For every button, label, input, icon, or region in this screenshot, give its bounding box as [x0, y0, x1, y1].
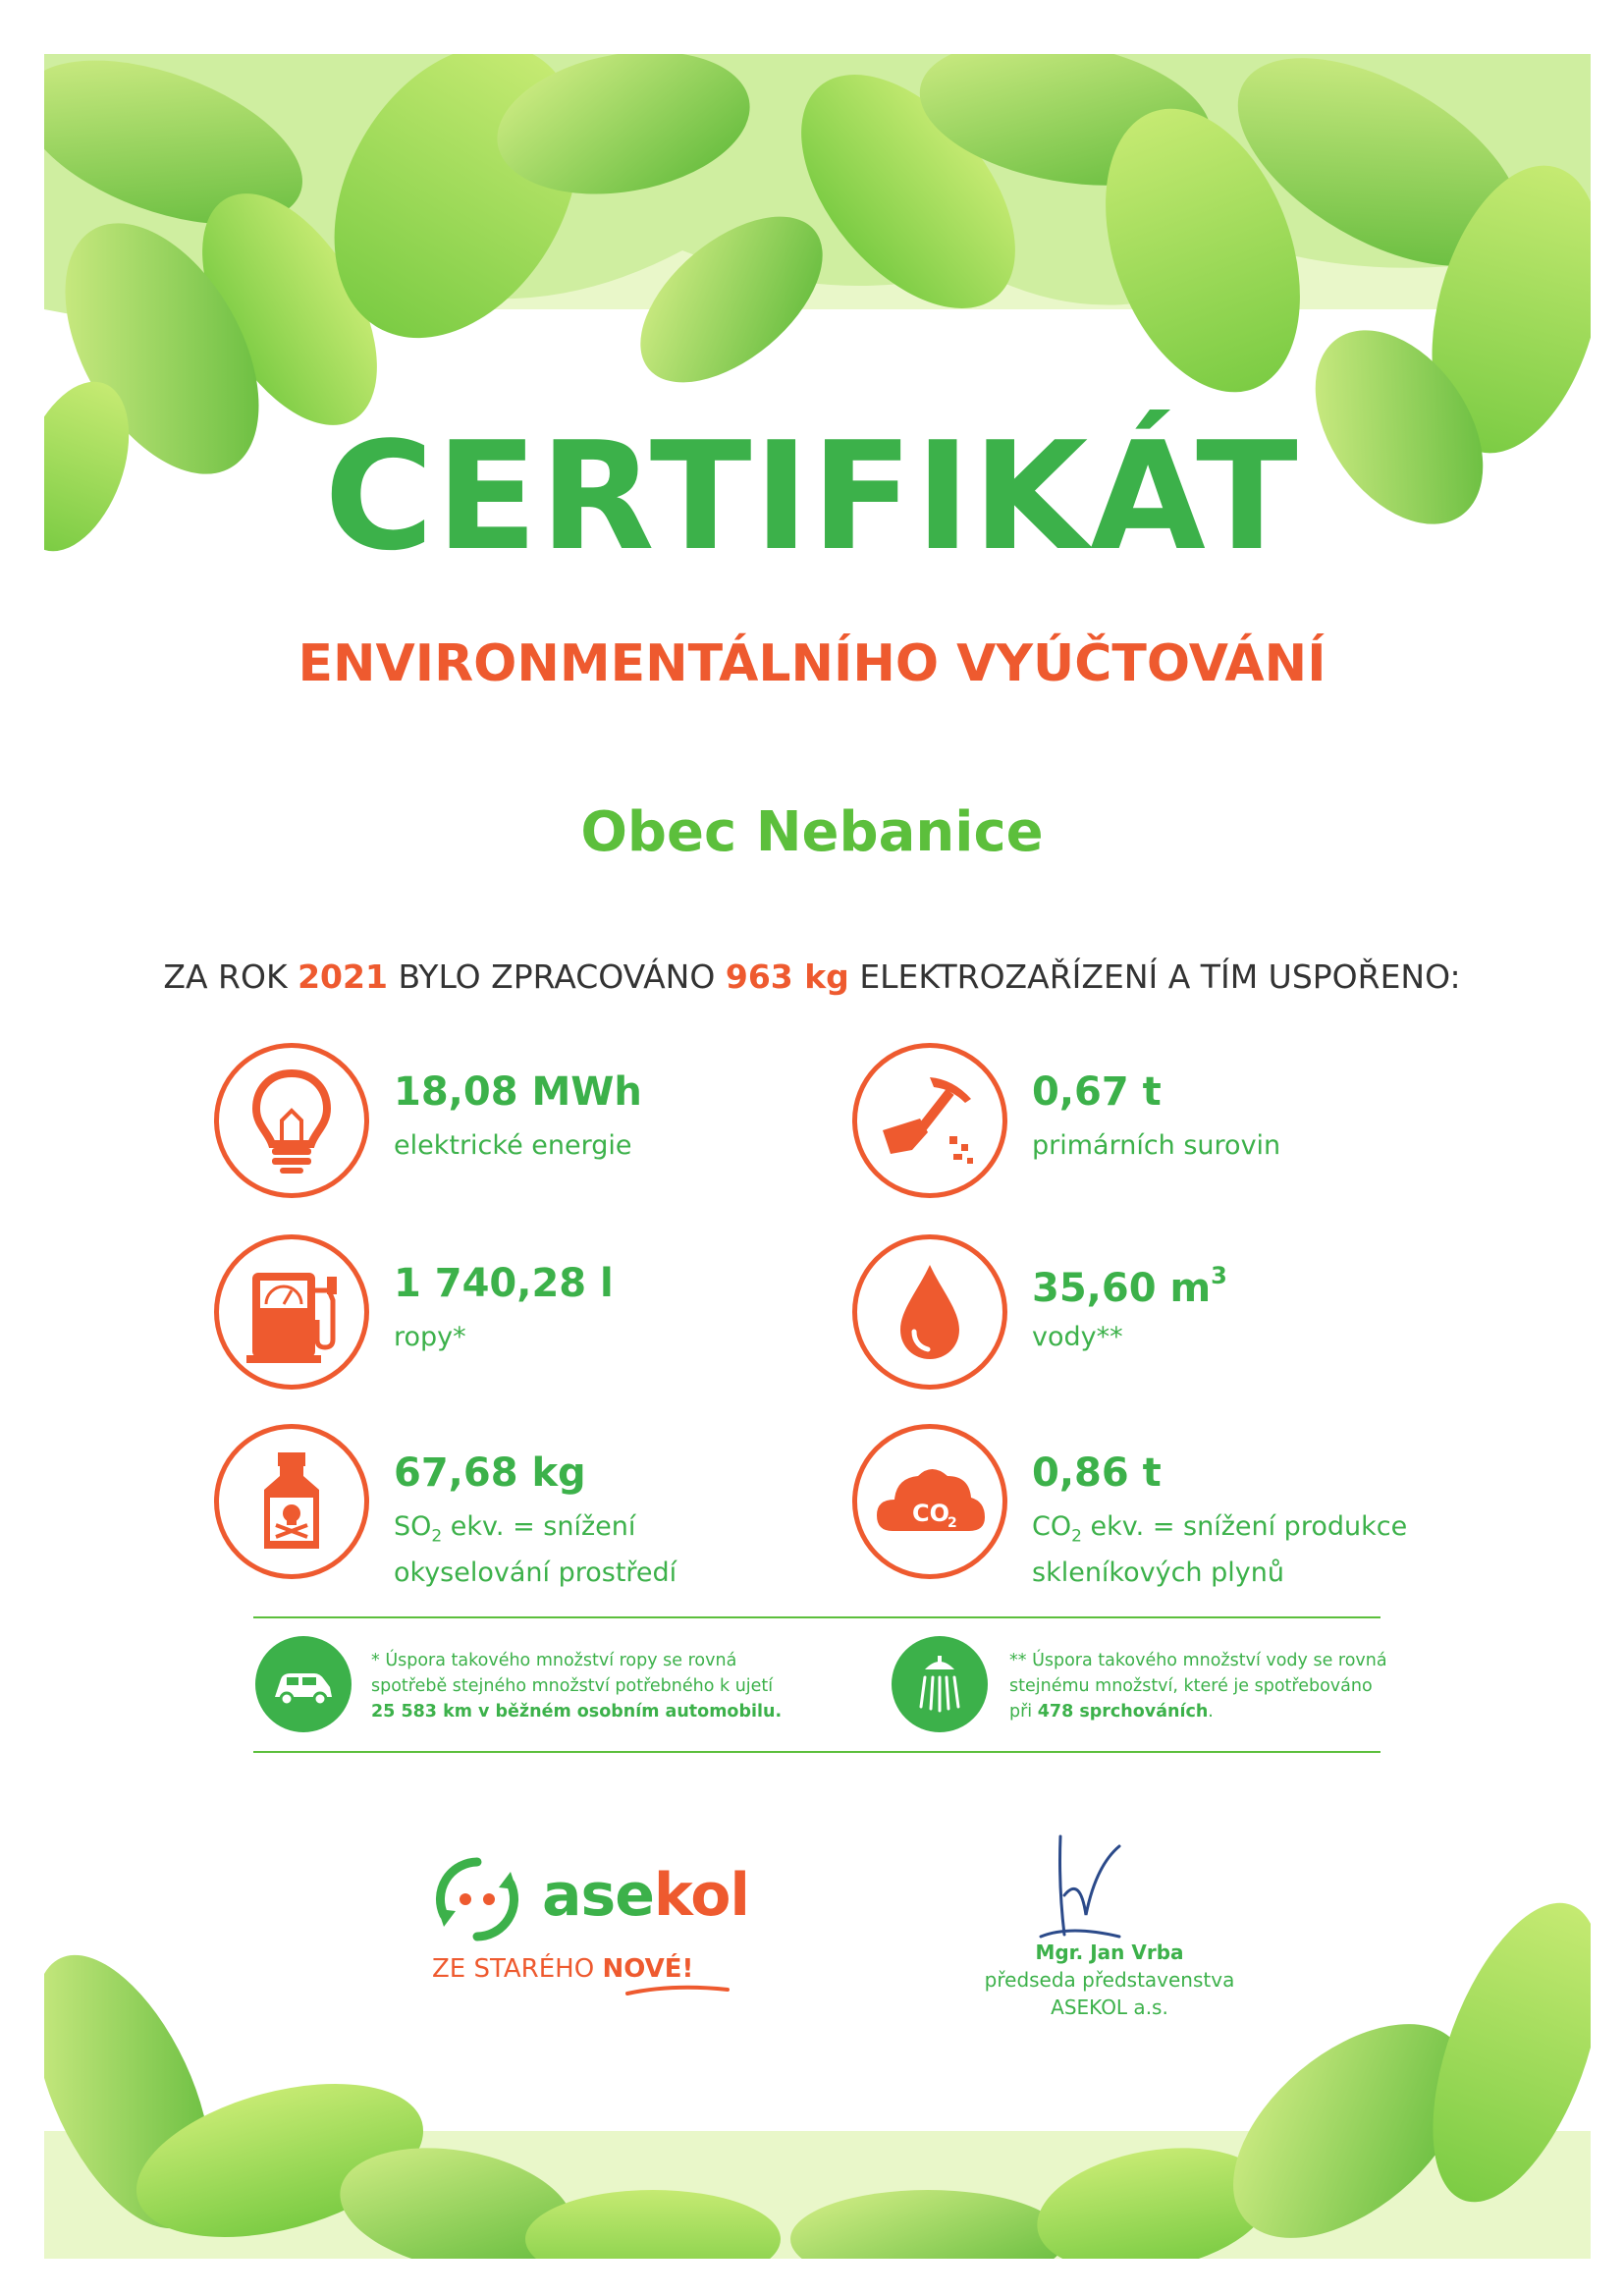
- fuel-pump-icon: [231, 1251, 352, 1373]
- notes-bottom-rule: [253, 1751, 1380, 1753]
- handwritten-signature: [1001, 1827, 1198, 1954]
- stat-electricity: [214, 1043, 901, 1210]
- stat-co2-label-line2: skleníkových plynů: [1032, 1558, 1284, 1589]
- stat-co2-label-post: ekv. = snížení produkce: [1081, 1511, 1408, 1542]
- intro-middle: BYLO ZPRACOVÁNO: [398, 957, 716, 996]
- stat-oil-circle: [214, 1234, 369, 1390]
- pickaxe-icon: [869, 1060, 991, 1181]
- co2-icon-text: CO: [912, 1500, 950, 1527]
- stat-water: [852, 1234, 1540, 1401]
- asekol-logo: [432, 1854, 749, 2001]
- asekol-slogan: ZE STARÉHO NOVÉ!: [432, 1954, 694, 1984]
- asekol-recycle-icon: [432, 1854, 522, 1944]
- note-water-line2: stejnému množství, které je spotřebováno: [1009, 1676, 1373, 1696]
- co2-icon-text-sub: 2: [947, 1515, 957, 1531]
- stat-so2-circle: [214, 1424, 369, 1579]
- signatory-name: Mgr. Jan Vrba: [1035, 1941, 1184, 1964]
- recipient-name: Obec Nebanice: [580, 800, 1044, 864]
- stat-so2-value: 67,68 kg: [394, 1450, 586, 1496]
- poison-bottle-icon: [231, 1441, 352, 1562]
- intro-prefix: ZA ROK: [163, 957, 288, 996]
- stat-oil: [214, 1234, 901, 1401]
- certificate-subtitle: ENVIRONMENTÁLNÍHO VYÚČTOVÁNÍ: [298, 634, 1326, 693]
- stat-co2-label-pre: CO: [1032, 1511, 1072, 1542]
- stat-water-label: vody**: [1032, 1322, 1123, 1352]
- note-oil-line3: 25 583 km v běžném osobním automobilu.: [371, 1702, 783, 1722]
- stat-water-value-exponent: 3: [1211, 1262, 1227, 1289]
- stat-so2-label-line2: okyselování prostředí: [394, 1558, 677, 1589]
- stat-co2: [852, 1424, 1540, 1591]
- co2-cloud-icon: [869, 1441, 991, 1562]
- note-shower-badge: [892, 1636, 988, 1732]
- note-oil: [371, 1648, 782, 1724]
- stat-water-value-number: 35,60 m: [1032, 1266, 1212, 1311]
- notes-top-rule: [253, 1616, 1380, 1618]
- stat-water-value: [1032, 1262, 1227, 1311]
- stat-raw-materials-circle: [852, 1043, 1007, 1198]
- car-icon: [269, 1650, 338, 1719]
- signature-block: [943, 1827, 1276, 2023]
- stat-co2-label-sub: 2: [1071, 1526, 1082, 1547]
- certificate-title: CERTIFIKÁT: [324, 410, 1300, 583]
- stat-oil-label: ropy*: [394, 1322, 466, 1352]
- stat-so2-label-sub: 2: [431, 1526, 443, 1547]
- note-water: [1009, 1648, 1387, 1724]
- note-car-badge: [255, 1636, 352, 1732]
- note-oil-line2: spotřebě stejného množství potřebného k ujetí: [371, 1676, 774, 1696]
- shower-icon: [905, 1650, 974, 1719]
- stat-so2-label-pre: SO: [394, 1511, 432, 1542]
- signatory-role: předseda představenstva: [984, 1968, 1235, 1992]
- slogan-underline: [623, 1980, 731, 1999]
- leaves-bottom-decoration: [44, 1836, 1591, 2259]
- stat-co2-value: 0,86 t: [1032, 1450, 1162, 1496]
- note-water-line1: ** Úspora takového množství vody se rovná: [1009, 1651, 1387, 1670]
- stat-so2-label: [394, 1508, 865, 1591]
- stat-so2: [214, 1424, 901, 1591]
- light-bulb-icon: [231, 1060, 352, 1181]
- stat-raw-materials-label: primárních surovin: [1032, 1130, 1281, 1161]
- stat-electricity-circle: [214, 1043, 369, 1198]
- stat-electricity-value: 18,08 MWh: [394, 1069, 642, 1115]
- intro-suffix: ELEKTROZAŘÍZENÍ A TÍM USPOŘENO:: [859, 957, 1461, 996]
- signatory-company: ASEKOL a.s.: [1051, 1995, 1168, 2019]
- stat-oil-value: 1 740,28 l: [394, 1261, 614, 1306]
- stat-raw-materials: [852, 1043, 1540, 1210]
- stat-raw-materials-value: 0,67 t: [1032, 1069, 1162, 1115]
- stat-so2-label-post: ekv. = snížení: [442, 1511, 636, 1542]
- stat-co2-label: [1032, 1508, 1503, 1591]
- stat-water-circle: [852, 1234, 1007, 1390]
- intro-amount: 963 kg: [725, 957, 849, 996]
- intro-statement: [0, 957, 1624, 996]
- stat-electricity-label: elektrické energie: [394, 1130, 632, 1161]
- water-drop-icon: [869, 1251, 991, 1373]
- note-oil-line1: * Úspora takového množství ropy se rovná: [371, 1651, 737, 1670]
- stat-co2-circle: [852, 1424, 1007, 1579]
- intro-year: 2021: [298, 957, 388, 996]
- note-water-line3: při 478 sprchováních.: [1009, 1702, 1214, 1722]
- asekol-wordmark: asekol: [542, 1861, 749, 1930]
